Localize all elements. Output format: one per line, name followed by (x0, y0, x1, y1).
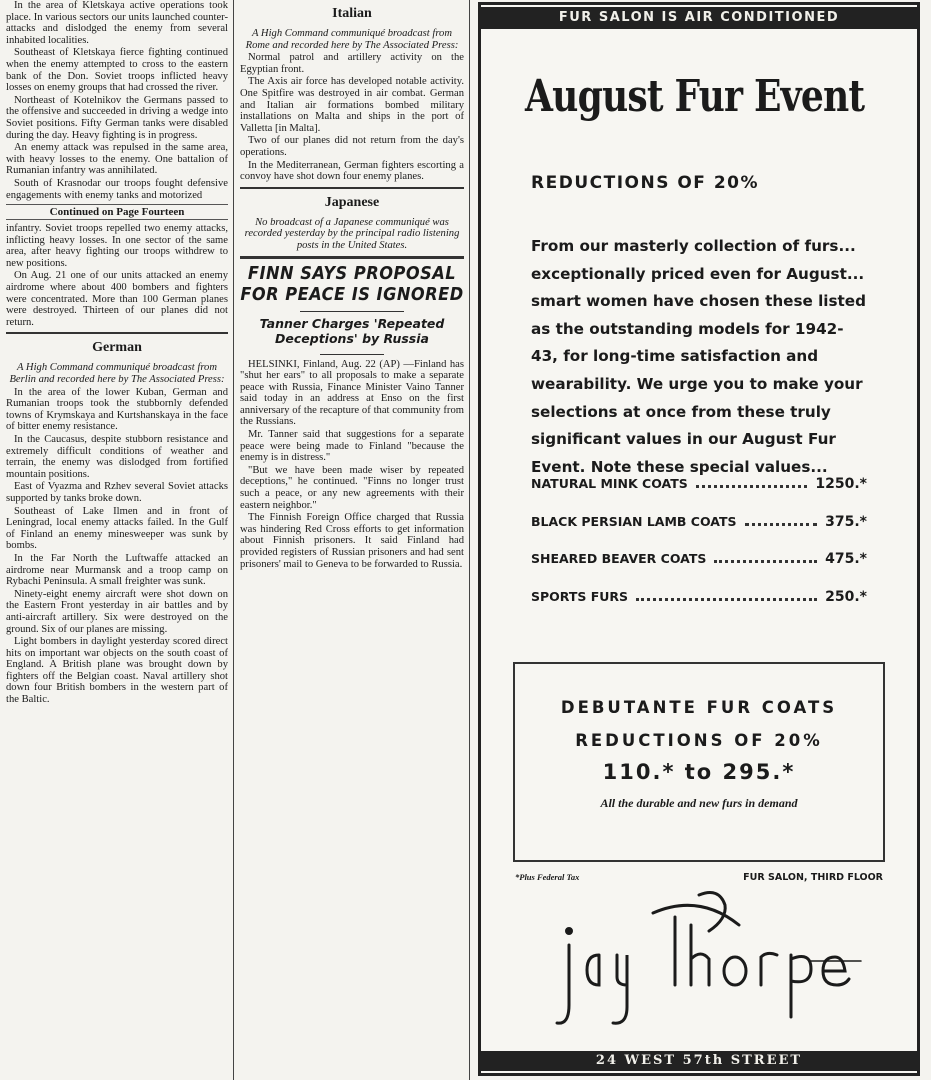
price-item-value: 1250.* (815, 476, 867, 492)
price-list (531, 476, 867, 626)
divider (6, 332, 228, 334)
price-item (531, 476, 867, 514)
paragraph: Two of our planes did not return from the day's operations. (240, 135, 464, 158)
leader-dots (636, 590, 817, 601)
logo-text: jay thorpe (709, 1033, 714, 1034)
japanese-heading: Japanese (324, 194, 380, 210)
price-item (531, 551, 867, 589)
jay-thorpe-advertisement (478, 2, 920, 1076)
price-item (531, 589, 867, 627)
german-heading: German (92, 340, 142, 356)
soviet-communique-part2 (6, 223, 228, 328)
paragraph: The Axis air force has developed notable activity. One Spitfire was destroyed in air combat. German and Italian air formations bombed military installations on Malta and ships in the port of Valletta [in Malta]. (240, 76, 464, 134)
ad-body-copy: From our masterly collection of furs... exceptionally priced even for August... smart women have chosen these listed as the outstanding models for 1942-43, for long-time satisfaction and wearability. We urge you to make your selections at once from these truly significant values in our August Fur Event. Note these special values... (531, 237, 866, 476)
paragraph: In the area of the lower Kuban, German and Rumanian troops took the stubbornly defended towns of Krymskaya and Kurtshanskaya in the face of bitter enemy resistance. (6, 386, 228, 433)
paragraph: HELSINKI, Finland, Aug. 22 (AP) —Finland has "shut her ears" to all proposals to make a separate peace with Russia, Finance Minister Vaino Tanner said today in an address at Enso on the first anniversary of the recapture of that community from the Russians. (240, 358, 464, 428)
german-communique (6, 387, 228, 706)
paragraph: In the Mediterranean, German fighters escorting a convoy have shot down four enemy planes. (240, 159, 464, 183)
price-item-label: BLACK PERSIAN LAMB COATS (531, 513, 737, 529)
leader-dots (696, 477, 808, 488)
ad-title: August Fur Event (525, 71, 865, 122)
divider (240, 187, 464, 189)
finn-deck: Tanner Charges 'Repeated Deceptions' by Russia (259, 315, 445, 346)
leader-dots (745, 515, 818, 526)
italian-intro: A High Command communiqué broadcast from Rome and recorded here by The Associated Press: (245, 28, 459, 51)
price-item-value: 250.* (825, 588, 867, 605)
italian-heading: Italian (332, 6, 372, 21)
paragraph: South of Krasnodar our troops fought defensive engagements with enemy tanks and motorized (6, 177, 228, 201)
paragraph: Mr. Tanner said that suggestions for a separate peace were being made to Finland "because the enemy is in distress." (240, 429, 464, 464)
debutante-note: All the durable and new furs in demand (600, 796, 798, 810)
column-rule (469, 0, 470, 1080)
paragraph: East of Vyazma and Rzhev several Soviet attacks supported by tanks broke down. (6, 481, 228, 504)
paragraph: In the Caucasus, despite stubborn resistance and extremely difficult conditions of weather and terrain, the enemy was dislodged from fortified mountain positions. (6, 434, 228, 480)
german-intro: A High Command communiqué broadcast from Berlin and recorded here by The Associated Press: (9, 362, 225, 386)
paragraph: infantry. Soviet troops repelled two enemy attacks, inflicting heavy losses. In one sector of the same area, after heavy fighting our troops withdrew to new positions. (6, 223, 228, 269)
paragraph: The Finnish Foreign Office charged that Russia was hindering Red Cross efforts to get information about Finnish prisoners. It said Finland had provided registers of Russian prisoners and had sent prisoners' mail to Geneva to be forwarded to Russia. (240, 512, 464, 570)
soviet-communique-part1 (6, 0, 228, 201)
jay-thorpe-logo (549, 885, 869, 1035)
price-item-value: 475.* (825, 551, 867, 567)
paragraph: Normal patrol and artillery activity on the Egyptian front. (240, 52, 464, 75)
divider (300, 311, 404, 312)
paragraph: Northeast of Kotelnikov the Germans passed to the offensive and succeeded in driving a wedge into Soviet positions. Fifty German tanks were disabled during the day. Heavy fighting is in progress. (6, 94, 228, 141)
paragraph: An enemy attack was repulsed in the same area, with heavy losses to the enemy. One battalion of Rumanian infantry was annihilated. (6, 142, 228, 177)
divider (320, 354, 384, 355)
italian-communique (240, 52, 464, 183)
continued-line: Continued on Page Fourteen (6, 204, 228, 220)
column-war-news (6, 0, 228, 707)
tax-note: *Plus Federal Tax (515, 872, 580, 882)
address-banner: 24 WEST 57th STREET (481, 1051, 917, 1071)
debutante-reductions: REDUCTIONS OF 20% (575, 731, 823, 750)
paragraph: On Aug. 21 one of our units attacked an enemy airdrome where about 400 bombers and fighters were concentrated. More than 100 German planes were destroyed. Thirteen of our planes did not return. (6, 270, 228, 328)
finn-article (240, 359, 464, 571)
price-item-label: NATURAL MINK COATS (531, 476, 688, 491)
debutante-heading: DEBUTANTE FUR COATS (560, 698, 838, 717)
paragraph: In the Far North the Luftwaffe attacked an airdrome near Murmansk and a troop camp on Rybachi Peninsula. A small freighter was sunk. (6, 552, 228, 588)
column-italian-finn (240, 0, 464, 571)
paragraph: Southeast of Kletskaya fierce fighting continued when the enemy attempted to cross to the eastern bank of the Don. Soviet troops inflicted heavy losses on enemy groups that had crossed the river. (6, 47, 228, 94)
ad-reductions: REDUCTIONS OF 20% (531, 173, 760, 193)
price-item (531, 514, 867, 552)
japanese-text: No broadcast of a Japanese communiqué was recorded yesterday by the principal radio listening posts in the United States. (244, 216, 460, 251)
paragraph: In the area of Kletskaya active operations took place. In various sectors our units launched counter-attacks and dislodged the enemy from several inhabited localities. (6, 0, 228, 46)
paragraph: Southeast of Lake Ilmen and in front of Leningrad, local enemy attacks failed. In the Gulf of Finland an enemy minesweeper was sunk by bombs. (6, 505, 228, 552)
price-item-label: SPORTS FURS (531, 588, 629, 604)
paragraph: Light bombers in daylight yesterday scored direct hits on important war objects on the south coast of England. A British plane was brought down by fighters off the Belgian coast. Naval artillery shot down four British bombers in the western part of the Baltic. (6, 636, 228, 706)
floor-note: FUR SALON, THIRD FLOOR (743, 872, 883, 883)
divider (240, 256, 464, 259)
price-item-label: SHEARED BEAVER COATS (531, 551, 707, 566)
price-item-value: 375.* (825, 513, 867, 530)
finn-headline: FINN SAYS PROPOSAL FOR PEACE IS IGNORED (240, 262, 464, 305)
debutante-price-range: 110.* to 295.* (602, 760, 796, 784)
paragraph: Ninety-eight enemy aircraft were shot down on the Eastern Front yesterday in air battles and by anti-aircraft artillery. Six were destroyed on the ground. Six of our planes are missing. (6, 588, 228, 635)
paragraph: "But we have been made wiser by repeated deceptions," he continued. "Finns no longer trust such a peace, or any new agreements with their eastern neighbor." (240, 464, 464, 511)
column-rule (233, 0, 234, 1080)
air-conditioned-banner: FUR SALON IS AIR CONDITIONED (481, 7, 917, 29)
leader-dots (714, 552, 817, 563)
debutante-box (513, 662, 885, 862)
